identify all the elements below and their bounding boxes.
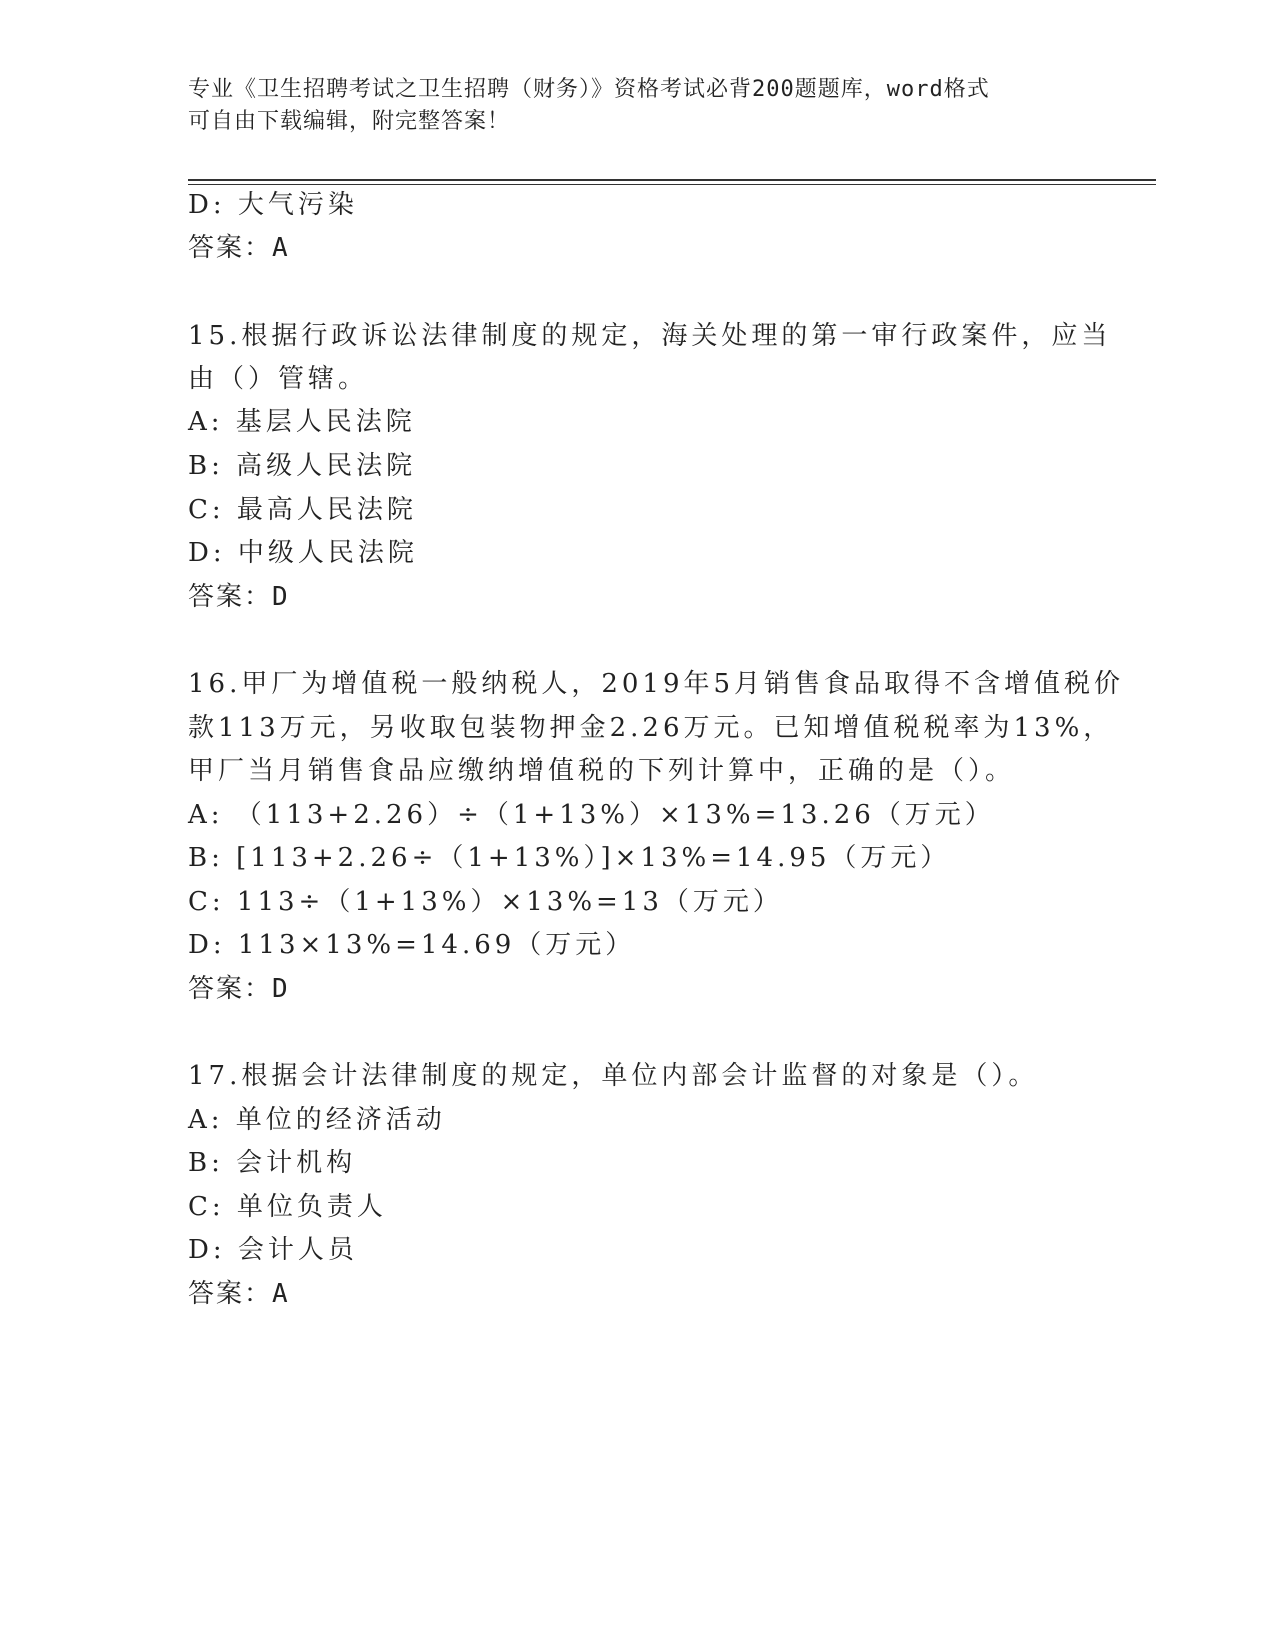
q15-option-d: D: 中级人民法院	[188, 538, 418, 568]
q16-option-b: B: [113+2.26÷（1+13%）]×13%=14.95（万元）	[188, 843, 951, 873]
q17-option-b: B: 会计机构	[188, 1148, 357, 1178]
header-line-1: 专业《卫生招聘考试之卫生招聘（财务）》资格考试必背200题题库，word格式	[188, 77, 990, 102]
q15-stem-line-2: 由（）管辖。	[188, 364, 369, 394]
q15-stem-line-1: 15.根据行政诉讼法律制度的规定，海关处理的第一审行政案件，应当	[188, 321, 1112, 351]
header-rule-thin	[188, 184, 1156, 185]
prev-option-d: D: 大气污染	[188, 190, 358, 220]
q16-option-c: C: 113÷（1+13%）×13%=13（万元）	[188, 887, 783, 917]
header-rule-thick	[188, 179, 1156, 181]
q17-option-d: D: 会计人员	[188, 1235, 358, 1265]
document-header	[188, 74, 1088, 138]
prev-answer: 答案：A	[188, 233, 290, 263]
q15-option-a: A: 基层人民法院	[188, 407, 416, 437]
q17-stem-line-1: 17.根据会计法律制度的规定，单位内部会计监督的对象是（）。	[188, 1061, 1039, 1091]
q17-option-c: C: 单位负责人	[188, 1192, 387, 1222]
q16-answer: 答案：D	[188, 974, 290, 1004]
q15-option-b: B: 高级人民法院	[188, 451, 417, 481]
q15-option-c: C: 最高人民法院	[188, 495, 417, 525]
q17-answer: 答案：A	[188, 1279, 290, 1309]
q16-stem-line-3: 甲厂当月销售食品应缴纳增值税的下列计算中，正确的是（）。	[188, 756, 1016, 786]
q16-option-a: A: （113+2.26）÷（1+13%）×13%=13.26（万元）	[188, 800, 995, 830]
q16-stem-line-1: 16.甲厂为增值税一般纳税人，2019年5月销售食品取得不含增值税价	[188, 669, 1125, 699]
q16-stem-line-2: 款113万元，另收取包装物押金2.26万元。已知增值税税率为13%，	[188, 713, 1114, 743]
q15-answer: 答案：D	[188, 582, 290, 612]
header-line-2: 可自由下载编辑，附完整答案！	[188, 109, 511, 134]
q17-option-a: A: 单位的经济活动	[188, 1105, 446, 1135]
q16-option-d: D: 113×13%=14.69（万元）	[188, 930, 636, 960]
